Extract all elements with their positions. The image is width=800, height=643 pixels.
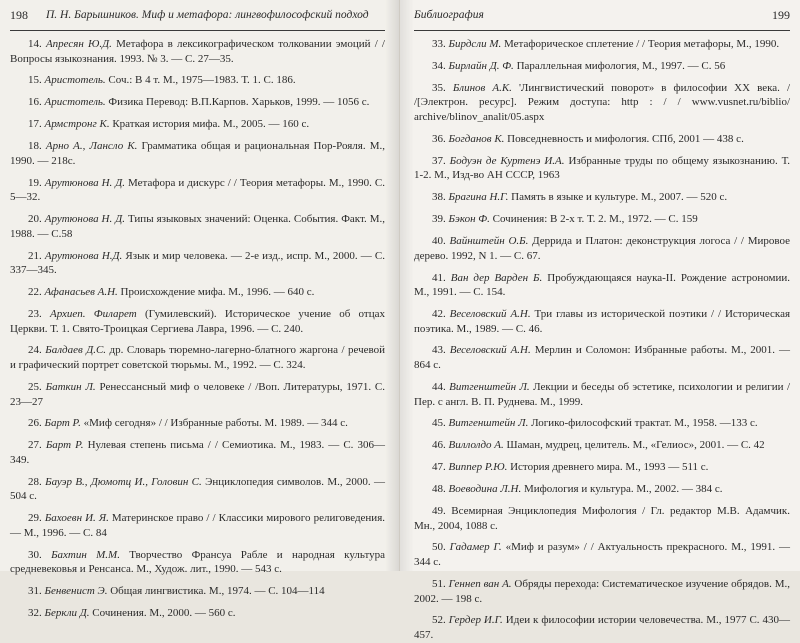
entry-author: Веселовский А.Н. [449,344,531,357]
entry-number: 50. [432,541,446,554]
entry-text: Грамматика общая и рациональная Пор-Рояля. М., 1990. — 218с. [10,140,385,167]
entry-number: 24. [28,344,42,357]
bibliography-entry [10,548,385,577]
entry-text: Логико-философский трактат. М., 1958. —133 с. [528,417,758,430]
entry-text: История древнего мира. М., 1993 — 511 с. [507,461,709,474]
right-running-head: Библиография [414,9,484,21]
entry-number: 40. [432,235,446,248]
entry-text: Типы языковых значений: Оценка. События. Факт. М., 1988. — С.58 [10,213,385,240]
left-running-head: П. Н. Барышников. Миф и метафора: лингвофилософский подход [46,9,369,21]
entry-author: Балдаев Д.С. [45,344,107,357]
bibliography-entry [10,249,385,278]
entry-text: Всемирная Энциклопедия Мифология / Гл. редактор М.В. Адамчик. Мн., 2004, 1088 с. [414,505,791,532]
bibliography-entry [414,343,790,372]
entry-number: 42. [432,307,446,320]
entry-number: 18. [28,140,42,153]
entry-text: Память в языке и культуре. М., 2007. — 520 с. [508,191,728,204]
bibliography-entry [10,511,385,540]
bibliography-entry [10,139,385,168]
entry-text: Метафора в лексикографическом толковании эмоций / / Вопросы языкознания. 1993. № 3. — С. 27—35. [10,38,385,65]
entry-author: Ван дер Варден Б. [450,271,543,284]
entry-number: 51. [432,577,446,590]
entry-number: 35. [432,81,446,94]
bibliography-entry [10,475,385,504]
bibliography-entry [10,176,385,205]
entry-author: Апресян Ю.Д. [45,38,112,50]
entry-author: Витгенштейн Л. [448,417,529,430]
entry-author: Вайнштейн О.Б. [449,235,529,248]
entry-number: 36. [432,132,446,145]
bibliography-entry [414,438,790,453]
entry-author: Арутюнова Н.Д. [44,249,123,262]
bibliography-entry [414,613,790,642]
entry-author: Блинов А.К. [452,81,512,94]
entry-text: Язык и мир человека. — 2-е изд., испр. М., 2000. — С. 337—345. [10,249,386,277]
entry-text: Идеи к философии истории человечества. М., 1977 С. 430—457. [414,614,790,642]
entry-text: Краткая история мифа. М., 2005. — 160 с. [109,118,310,131]
entry-author: Витгенштейн Л. [449,380,530,393]
entry-number: 15. [28,74,42,87]
entry-number: 14. [28,38,42,50]
bibliography-entry [414,154,790,183]
entry-author: Арутюнова Н. Д. [44,213,125,226]
entry-author: Бауэр В., Дюмотц И., Головин С. [45,475,202,488]
entry-author: Бирлайн Д. Ф. [448,59,514,72]
entry-number: 27. [28,439,42,452]
entry-number: 17. [28,118,42,131]
entry-author: Геннеп ван А. [448,577,512,590]
entry-text: Обряды перехода: Систематическое изучение обрядов. М., 2002. — 198 с. [414,577,790,605]
bibliography-entry [414,59,790,74]
entry-text: Общая лингвистика. М., 1974. — С. 104—114 [107,585,325,598]
entry-author: Веселовский А.Н. [449,307,531,320]
entry-author: Аристотель. [44,74,106,87]
entry-text: Параллельная мифология, М., 1997. — С. 56 [513,59,726,72]
bibliography-entry [10,438,385,467]
entry-text: Материнское право / / Классики мирового религоведения. — М., 1996. — С. 84 [10,512,386,539]
left-page [0,0,400,620]
entry-number: 45. [432,417,446,430]
entry-number: 19. [28,176,42,189]
bibliography-entry [414,416,790,431]
right-bibliography-list [414,37,790,643]
bibliography-entry [10,95,385,110]
entry-author: Арно А., Лансло К. [45,140,138,153]
entry-text: Энциклопедия символов. М., 2000. — 504 с. [10,475,386,503]
entry-author: Бирдсли М. [448,38,502,50]
bibliography-entry [10,212,385,241]
entry-author: Аристотель. [44,96,106,109]
entry-author: Гердер И.Г. [448,614,503,627]
right-page-number: 199 [772,7,790,22]
entry-number: 49. [432,505,446,517]
entry-author: Бенвенист Э. [44,585,108,598]
entry-number: 47. [432,461,446,474]
bibliography-entry [10,416,385,431]
entry-author: Брагина Н.Г. [448,191,509,204]
bibliography-entry [10,37,385,66]
bibliography-entry [414,132,790,147]
entry-text: др. Словарь тюремно-лагерно-блатного жаргона / речевой и графический портрет советской тюрьмы. М., 1992. — С. 324. [10,344,386,372]
entry-text: Лекции и беседы об эстетике, психологии и религии / Пер. с англ. В. П. Руднева. М., 1999. [414,380,791,408]
gutter-shadow [400,0,414,571]
entry-number: 22. [28,286,42,299]
bibliography-entry [414,460,790,475]
left-page-number: 198 [10,7,28,22]
entry-text: Избранные труды по общему языкознанию. Т. 1-2. М., Изд-во АН СССР, 1963 [414,154,791,182]
bibliography-entry [414,380,790,409]
bibliography-entry [10,606,385,621]
bibliography-entry [414,81,790,125]
entry-author: Воеводина Л.Н. [448,483,522,496]
entry-number: 52. [432,614,446,627]
gutter-shadow [385,0,399,571]
bibliography-entry [10,584,385,599]
entry-number: 44. [432,380,446,393]
entry-text: Ренессансный миф о человеке / /Воп. Литературы, 1971. С. 23—27 [10,380,386,408]
entry-number: 23. [28,307,42,320]
bibliography-entry [414,577,790,606]
entry-author: Бахтин М.М. [51,548,120,561]
entry-number: 38. [432,191,446,204]
bibliography-entry [10,307,385,336]
entry-author: Беркли Д. [44,607,90,620]
entry-number: 41. [432,271,446,284]
entry-author: Бэкон Ф. [448,213,490,226]
entry-author: Архиеп. Филарет [50,307,137,320]
entry-number: 16. [28,96,42,109]
entry-author: Бодуэн де Куртенэ И.А. [449,154,565,167]
entry-text: Мифология и культура. М., 2002. — 384 с. [521,483,723,496]
entry-number: 28. [28,475,42,488]
right-page [400,0,800,642]
entry-author: Афанасьев А.Н. [44,286,118,299]
entry-text: Метафора и дискурс / / Теория метафоры. М., 1990. С. 5—32. [10,176,386,204]
bibliography-entry [414,504,790,533]
entry-number: 31. [28,585,42,598]
bibliography-entry [414,190,790,205]
entry-text: Сочинения: В 2-х т. Т. 2. М., 1972. — С. 159 [489,213,698,226]
bibliography-entry [414,271,790,300]
entry-number: 33. [432,38,446,50]
entry-text: Деррида и Платон: деконструкция логоса / / Мировое дерево. 1992, N 1. — С. 67. [414,235,791,262]
entry-number: 39. [432,213,446,226]
entry-text: Повседневность и мифология. СПб, 2001 — 438 с. [504,132,744,145]
entry-author: Барт Р. [45,439,84,452]
entry-author: Барт Р. [44,417,81,430]
entry-text: Шаман, мудрец, целитель. М., «Гелиос», 2001. — С. 42 [503,439,765,452]
entry-text: Три главы из исторической поэтики / / Историческая поэтика. М., 1989. — С. 46. [414,307,791,335]
entry-author: Богданов К. [448,132,505,145]
entry-number: 43. [432,344,446,357]
entry-author: Виппер Р.Ю. [448,461,508,474]
entry-number: 37. [432,154,446,167]
entry-text: Соч.: В 4 т. М., 1975—1983. Т. 1. С. 186. [105,74,296,87]
left-running-header [10,0,385,31]
entry-number: 20. [28,213,42,226]
bibliography-entry [414,212,790,227]
bibliography-entry [10,285,385,300]
entry-number: 21. [28,249,42,262]
entry-author: Арутюнова Н. Д. [44,176,126,189]
bibliography-entry [10,343,385,372]
entry-text: Творчество Франсуа Рабле и народная культура средневековья и Ренсанса. М., Худож. лит., 1990. — 543 с. [10,548,386,576]
bibliography-entry [10,380,385,409]
entry-number: 32. [28,607,42,620]
entry-text: «Миф сегодня» / / Избранные работы. М. 1989. — 344 с. [80,417,348,430]
bibliography-entry [10,117,385,132]
entry-text: Сочинения. М., 2000. — 560 с. [89,607,236,620]
bibliography-entry [414,540,790,569]
entry-number: 48. [432,483,446,496]
bibliography-entry [414,482,790,497]
entry-text: Физика Перевод: В.П.Карпов. Харьков, 1999. — 1056 с. [105,96,370,109]
entry-author: Гадамер Г. [449,541,502,554]
entry-number: 34. [432,59,446,72]
entry-author: Виллолдо А. [448,439,504,452]
entry-text: Метафорическое сплетение / / Теория метафоры, М., 1990. [501,38,780,50]
left-bibliography-list [10,37,385,621]
entry-author: Бахоевн И. Я. [44,512,109,525]
entry-text: (Гумилевский). Историческое учение об отцах Церкви. Т. 1. Свято-Троицкая Сергиева Лавра, 1996. — С. 240. [10,307,385,335]
entry-text: 'Лингвистический поворот» в философии XX века. / /[Электрон. ресурс]. Режим доступа: http : / / www.vusnet.ru/biblio/ archive/blinov_analit/05.aspx [414,81,791,123]
entry-text: Нулевая степень письма / / Семиотика. М., 1983. — С. 306—349. [10,439,385,466]
entry-number: 25. [28,380,42,393]
entry-text: «Миф и разум» / / Актуальность прекрасного. М., 1991. — 344 с. [414,541,791,569]
entry-author: Баткин Л. [45,380,96,393]
entry-number: 30. [28,548,42,561]
right-running-header [414,0,790,31]
entry-text: Пробуждающаяся наука-II. Рождение астрономии. М., 1991. — С. 154. [414,271,791,299]
bibliography-entry [414,234,790,263]
entry-number: 29. [28,512,42,525]
bibliography-entry [414,307,790,336]
entry-text: Мерлин и Соломон: Избранные работы. М., 2001. — 864 с. [414,344,790,372]
bibliography-entry [414,37,790,52]
entry-number: 26. [28,417,42,430]
entry-author: Армстронг К. [44,118,110,131]
bibliography-entry [10,73,385,88]
entry-number: 46. [432,439,446,452]
entry-text: Происхождение мифа. М., 1996. — 640 с. [117,286,315,299]
